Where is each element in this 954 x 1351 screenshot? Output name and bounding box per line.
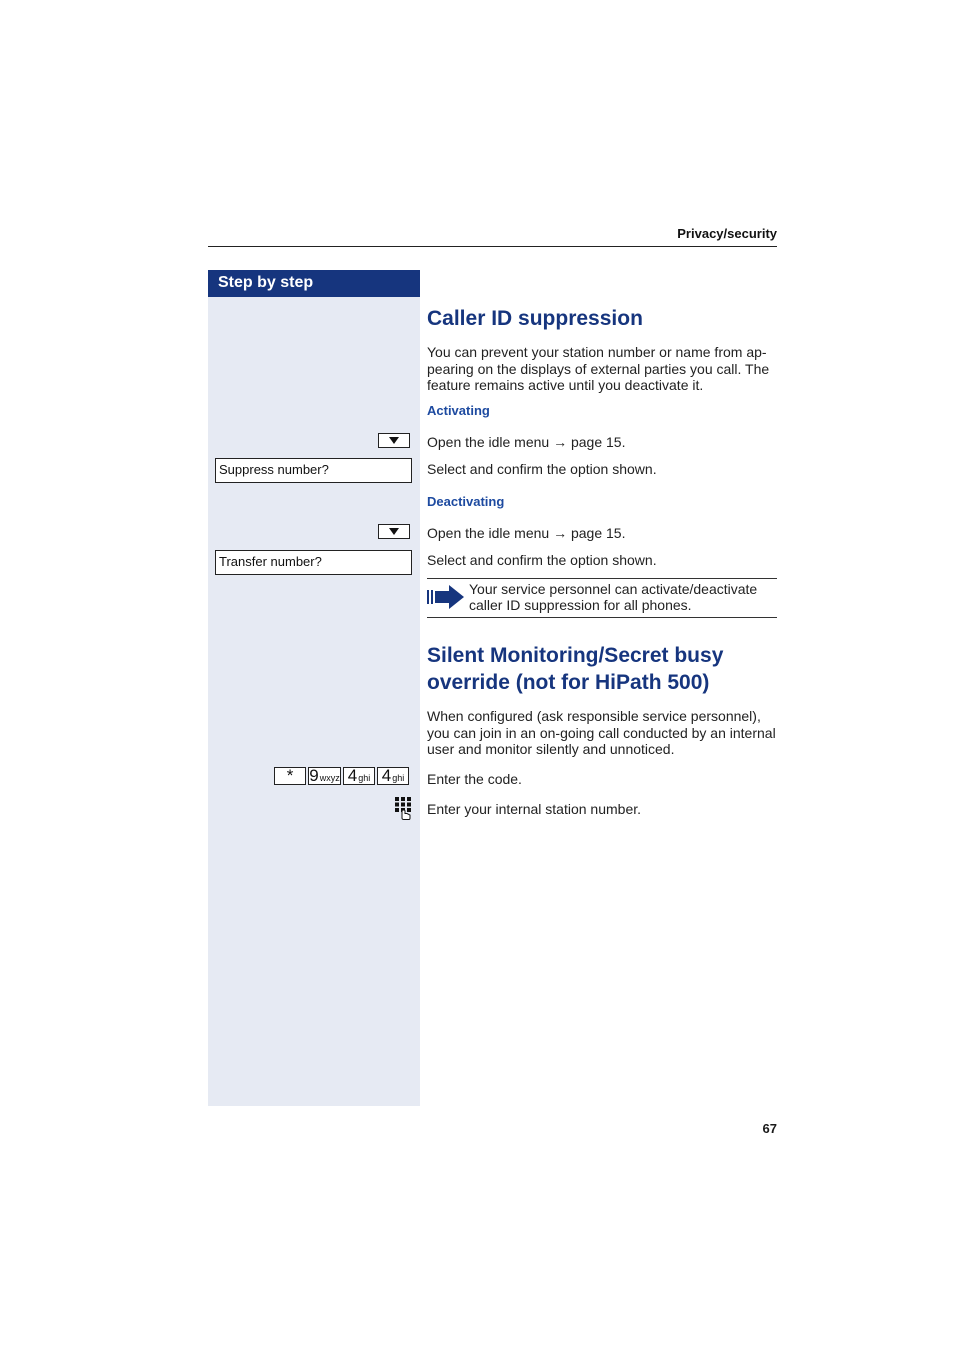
- silent-monitoring-title: Silent Monitoring/Secret busy override (not for HiPath 500): [427, 644, 724, 694]
- key-digit: 4: [347, 766, 358, 785]
- running-head: Privacy/security: [677, 226, 777, 241]
- note-top-rule: [427, 578, 777, 579]
- menu-down-key-activating: [378, 433, 410, 448]
- key-digit: 9: [309, 766, 319, 785]
- key-4: [377, 767, 409, 785]
- display-transfer-number: Transfer number?: [215, 550, 412, 575]
- key-digit: *: [286, 766, 294, 785]
- menu-down-key-deactivating: [378, 524, 410, 539]
- key-digit: 4: [381, 766, 392, 785]
- display-suppress-number: Suppress number?: [215, 458, 412, 483]
- key-letters: wxyz: [319, 773, 340, 783]
- keypad-icon: [394, 796, 412, 820]
- step-enter-station-number: Enter your internal station number.: [427, 801, 642, 817]
- code-key-sequence: [274, 767, 409, 785]
- note-text: Your service personnel can activate/deactivate caller ID suppression for all phones.: [469, 581, 758, 613]
- caller-id-intro: You can prevent your station number or name from ap-pearing on the displays of external parties you call. The feature remains active until you deactivate it.: [427, 344, 770, 393]
- header-rule: [208, 246, 777, 247]
- key-letters: ghi: [392, 773, 405, 783]
- step-enter-code: Enter the code.: [427, 771, 522, 787]
- step-by-step-title: Step by step: [208, 270, 420, 297]
- key-letters: ghi: [358, 773, 371, 783]
- step-by-step-sidebar: [208, 270, 420, 1106]
- deactivating-step-select: Select and confirm the option shown.: [427, 552, 657, 568]
- note-bottom-rule: [427, 617, 777, 618]
- caller-id-suppression-title: Caller ID suppression: [427, 307, 643, 330]
- activating-heading: Activating: [427, 403, 490, 418]
- arrow-right-icon: [427, 585, 465, 609]
- triangle-down-icon: [389, 437, 399, 444]
- triangle-down-icon: [389, 528, 399, 535]
- activating-step-select: Select and confirm the option shown.: [427, 461, 657, 477]
- key-4: [343, 767, 375, 785]
- deactivating-step-open-menu: Open the idle menu → page 15.: [427, 525, 626, 541]
- activating-step-open-menu: Open the idle menu → page 15.: [427, 434, 626, 450]
- deactivating-heading: Deactivating: [427, 494, 505, 509]
- page-number: 67: [762, 1121, 777, 1136]
- silent-monitoring-intro: When configured (ask responsible service personnel), you can join in an on-going call conducted by an internal user and monitor silently and unnoticed.: [427, 708, 776, 757]
- key-9: [308, 767, 341, 785]
- key-star: [274, 767, 306, 785]
